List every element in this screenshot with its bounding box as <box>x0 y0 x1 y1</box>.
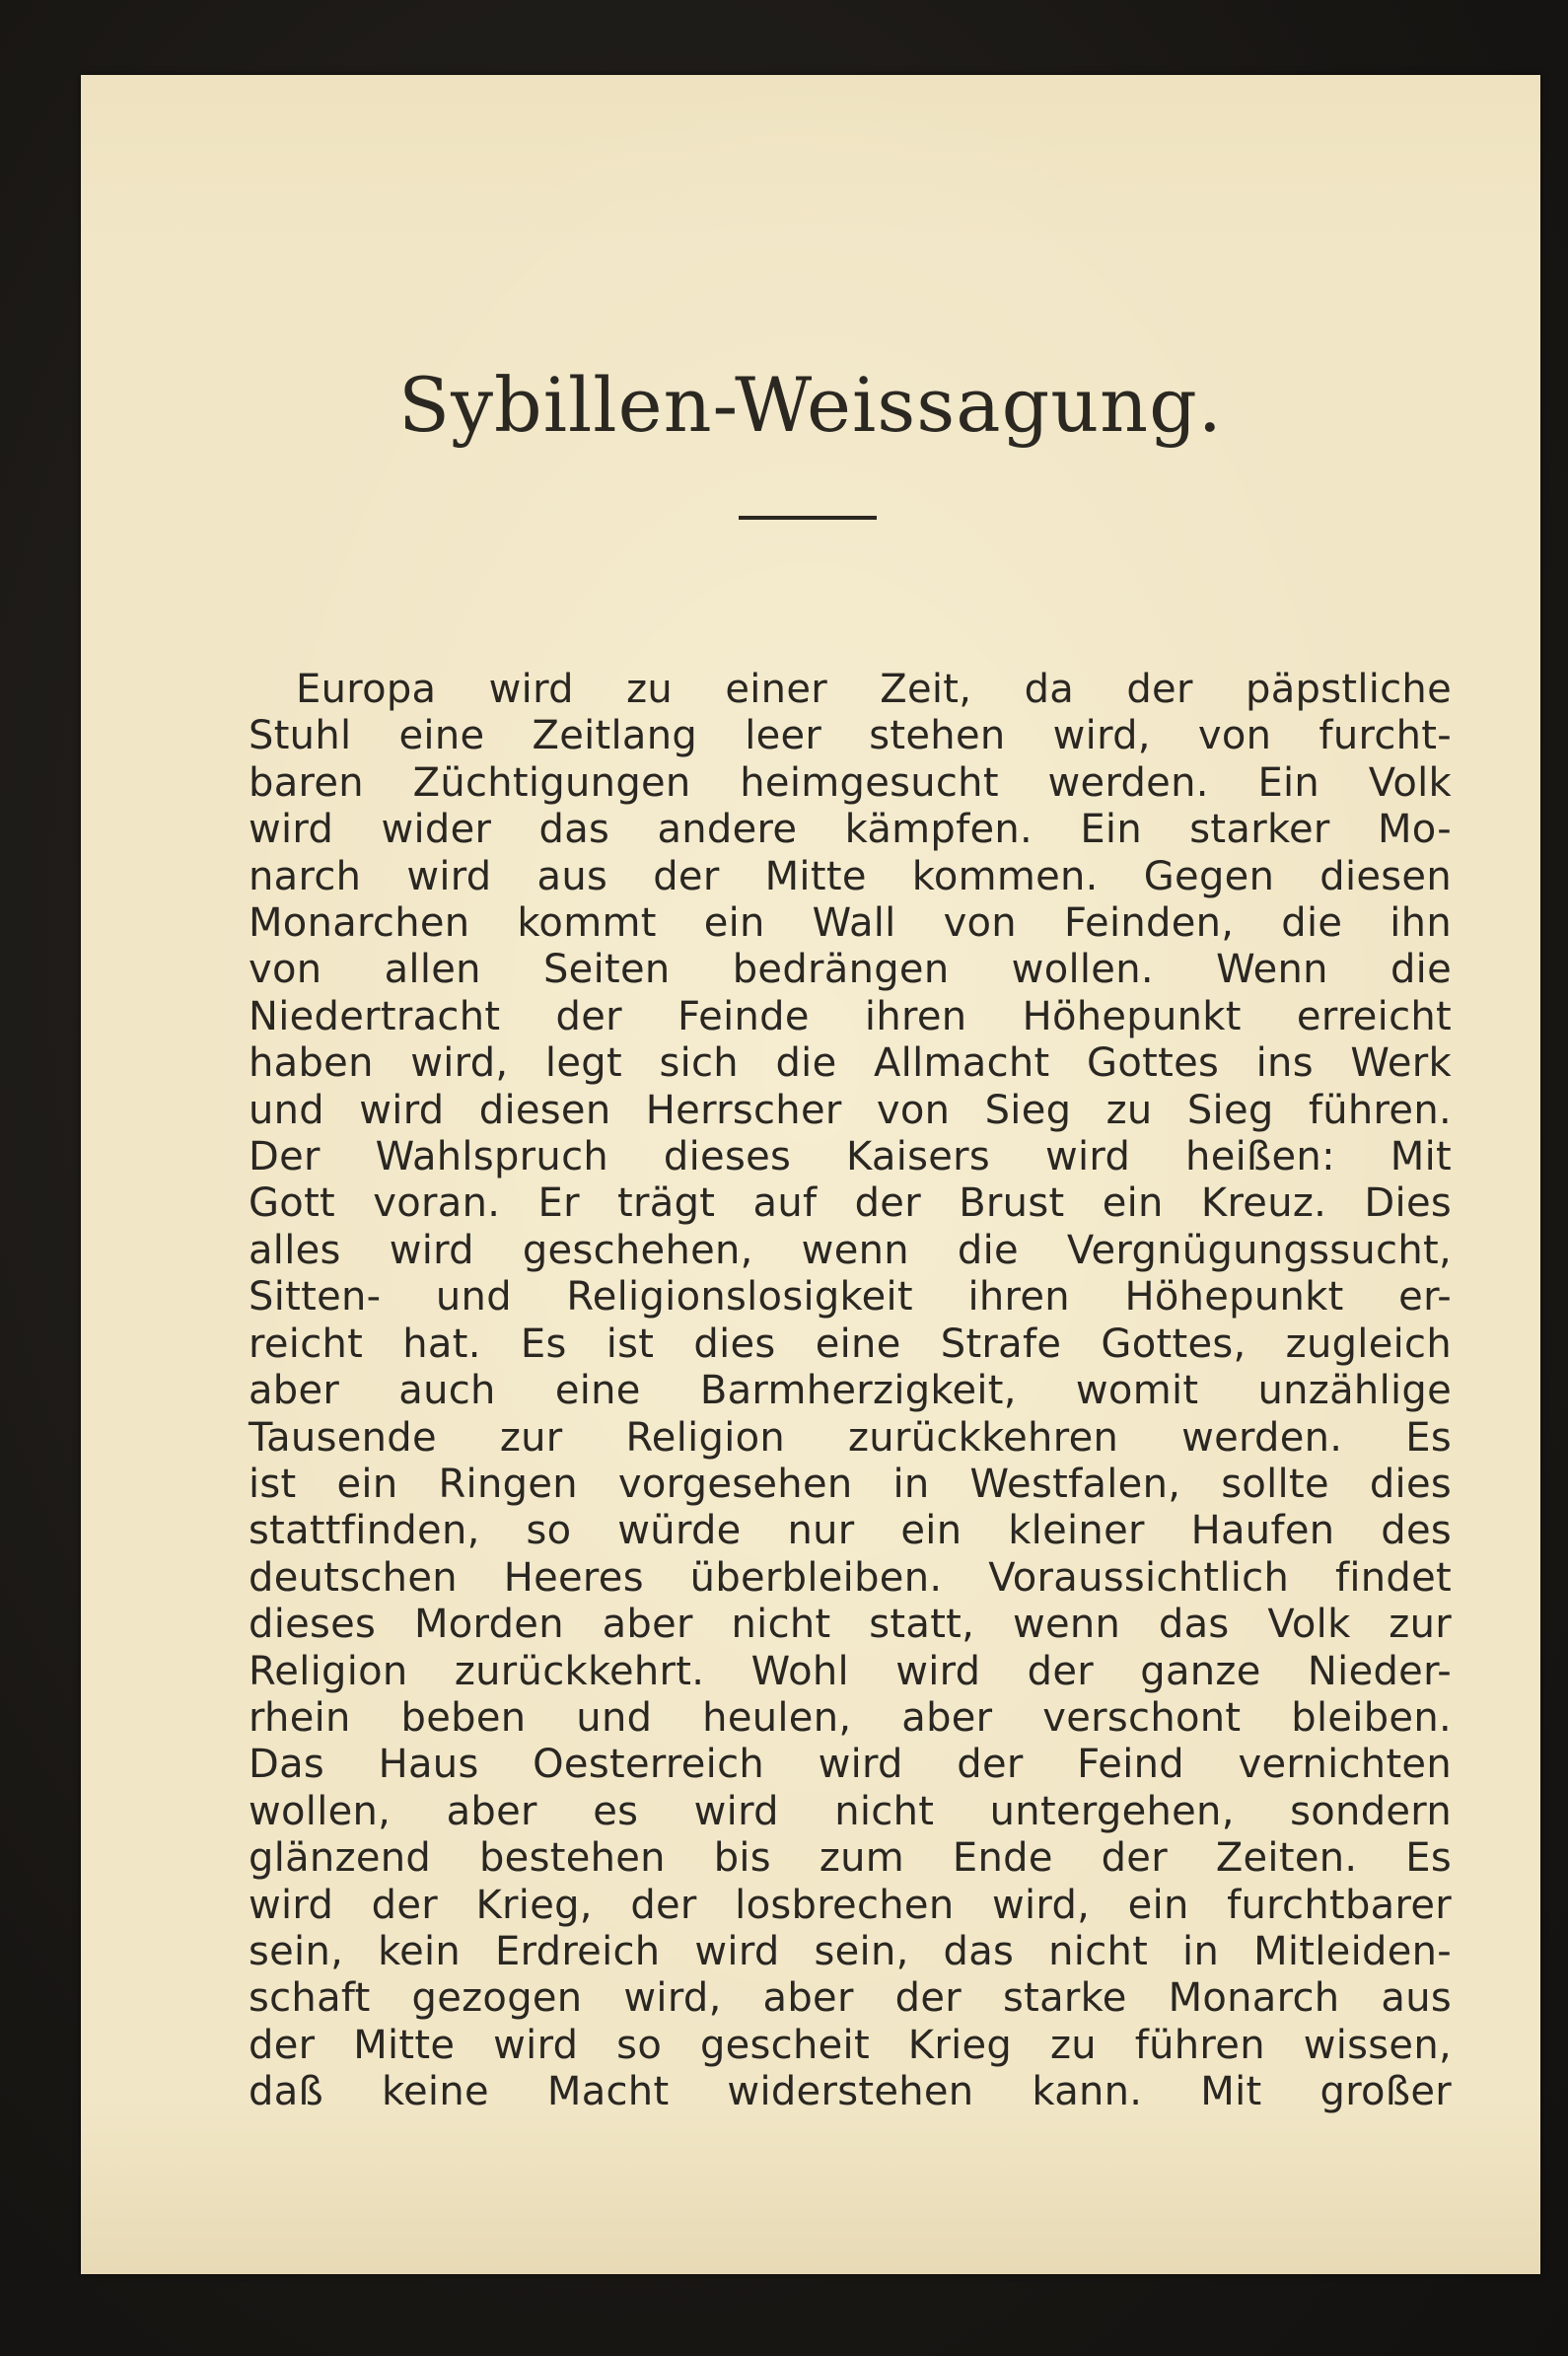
text-line: der Mitte wird so gescheit Krieg zu führen wissen, <box>249 2022 1452 2068</box>
text-line: wollen, aber es wird nicht untergehen, sondern <box>249 1788 1452 1834</box>
text-line: rhein beben und heulen, aber verschont bleiben. <box>249 1694 1452 1741</box>
text-line: Europa wird zu einer Zeit, da der päpstliche <box>296 667 1452 712</box>
text-line: haben wird, legt sich die Allmacht Gottes ins Werk <box>249 1040 1452 1087</box>
document-page <box>81 75 1540 2274</box>
text-line: von allen Seiten bedrängen wollen. Wenn die <box>249 947 1452 993</box>
title-divider <box>739 516 877 520</box>
text-line: wird wider das andere kämpfen. Ein starker Mo- <box>249 807 1452 853</box>
text-line: Gott voran. Er trägt auf der Brust ein Kreuz. Dies <box>249 1180 1452 1227</box>
text-line: daß keine Macht widerstehen kann. Mit großer <box>249 2069 1452 2115</box>
text-line: Monarchen kommt ein Wall von Feinden, die ihn <box>249 900 1452 947</box>
text-line: Tausende zur Religion zurückkehren werden. Es <box>249 1414 1452 1461</box>
text-line: sein, kein Erdreich wird sein, das nicht in Mitleiden- <box>249 1928 1452 1974</box>
prophecy-text <box>249 667 1452 2116</box>
text-line: alles wird geschehen, wenn die Vergnügungssucht, <box>249 1227 1452 1273</box>
page-title: Sybillen-Weissagung. <box>398 361 1223 449</box>
text-line: schaft gezogen wird, aber der starke Monarch aus <box>249 1975 1452 2022</box>
text-line: narch wird aus der Mitte kommen. Gegen diesen <box>249 853 1452 899</box>
text-line: reicht hat. Es ist dies eine Strafe Gottes, zugleich <box>249 1321 1452 1367</box>
text-line: Sitten- und Religionslosigkeit ihren Höhepunkt er- <box>249 1274 1452 1321</box>
text-line: wird der Krieg, der losbrechen wird, ein furchtbarer <box>249 1882 1452 1928</box>
text-line: Niedertracht der Feinde ihren Höhepunkt erreicht <box>249 993 1452 1039</box>
text-line: aber auch eine Barmherzigkeit, womit unzählige <box>249 1368 1452 1414</box>
text-line: deutschen Heeres überbleiben. Voraussichtlich findet <box>249 1554 1452 1601</box>
text-line: Das Haus Oesterreich wird der Feind vernichten <box>249 1742 1452 1788</box>
text-line: glänzend bestehen bis zum Ende der Zeiten. Es <box>249 1835 1452 1882</box>
text-line: Religion zurückkehrt. Wohl wird der ganze Nieder- <box>249 1648 1452 1694</box>
text-line: Stuhl eine Zeitlang leer stehen wird, von furcht- <box>249 713 1452 759</box>
text-line: baren Züchtigungen heimgesucht werden. Ein Volk <box>249 759 1452 806</box>
text-line: und wird diesen Herrscher von Sieg zu Sieg führen. <box>249 1087 1452 1133</box>
text-line: ist ein Ringen vorgesehen in Westfalen, sollte dies <box>249 1461 1452 1507</box>
text-line: dieses Morden aber nicht statt, wenn das Volk zur <box>249 1602 1452 1648</box>
text-line: stattfinden, so würde nur ein kleiner Haufen des <box>249 1508 1452 1554</box>
text-line: Der Wahlspruch dieses Kaisers wird heißen: Mit <box>249 1134 1452 1180</box>
